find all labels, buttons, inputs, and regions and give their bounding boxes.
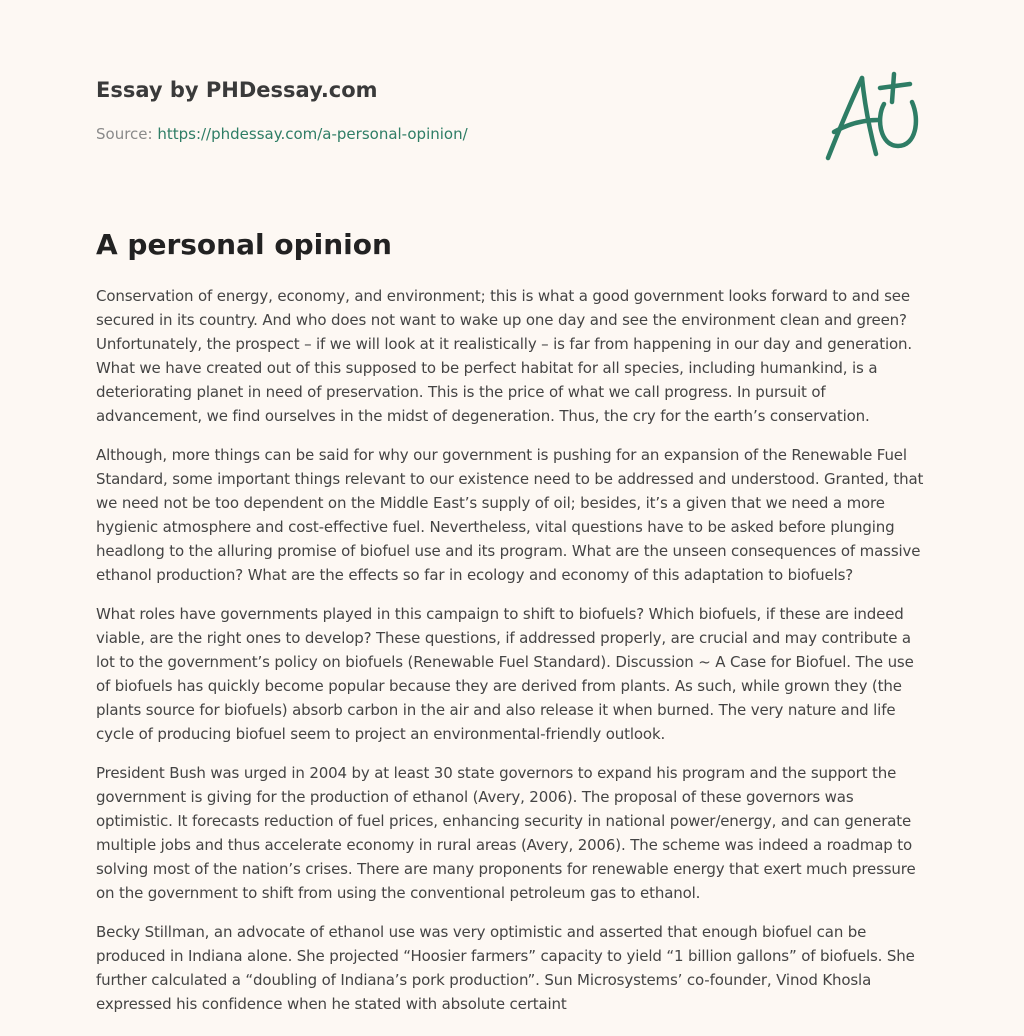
essay-header: [96, 76, 796, 144]
essay-body: [96, 284, 928, 1031]
essay-paragraph: President Bush was urged in 2004 by at least 30 state governors to expand his program and the support the government is giving for the production of ethanol (Avery, 2006). The proposal of these governors was optimistic. It forecasts reduction of fuel prices, enhancing security in national power/energy, and can generate multiple jobs and thus accelerate economy in rural areas (Avery, 2006). The scheme was indeed a roadmap to solving most of the nation’s crises. There are many proponents for renewable energy that exert much pressure on the government to shift from using the conventional petroleum gas to ethanol.: [96, 764, 916, 902]
source-line: [96, 124, 796, 144]
page-title: A personal opinion: [96, 228, 392, 261]
essay-paragraph: Conservation of energy, economy, and environment; this is what a good government looks forward to and see secured in its country. And who does not want to wake up one day and see the environment clean and green? Unfortunately, the prospect – if we will look at it realistically – is far from happening in our day and generation. What we have created out of this supposed to be perfect habitat for all species, including humankind, is a deteriorating planet in need of preservation. This is the price of what we call progress. In pursuit of advancement, we find ourselves in the midst of degeneration. Thus, the cry for the earth’s conservation.: [96, 287, 912, 425]
essay-paragraph: Although, more things can be said for why our government is pushing for an expansion of the Renewable Fuel Standard, some important things relevant to our existence need to be addressed and understood. Granted, that we need not be too dependent on the Middle East’s supply of oil; besides, it’s a given that we need a more hygienic atmosphere and cost-effective fuel. Nevertheless, vital questions have to be asked before plunging headlong to the alluring promise of biofuel use and its program. What are the unseen consequences of massive ethanol production? What are the effects so far in ecology and economy of this adaptation to biofuels?: [96, 446, 924, 584]
source-label: Source:: [96, 125, 158, 143]
site-brand: Essay by PHDessay.com: [96, 78, 378, 102]
source-link[interactable]: https://phdessay.com/a-personal-opinion/: [157, 125, 468, 143]
a-plus-logo-icon: [822, 68, 926, 164]
essay-paragraph: Becky Stillman, an advocate of ethanol use was very optimistic and asserted that enough biofuel can be produced in Indiana alone. She projected “Hoosier farmers” capacity to yield “1 billion gallons” of biofuels. She further calculated a “doubling of Indiana’s pork production”. Sun Microsystems’ co-founder, Vinod Khosla expressed his confidence when he stated with absolute certaint: [96, 923, 915, 1013]
essay-paragraph: What roles have governments played in this campaign to shift to biofuels? Which biofuels, if these are indeed viable, are the right ones to develop? These questions, if addressed properly, are crucial and may contribute a lot to the government’s policy on biofuels (Renewable Fuel Standard). Discussion ~ A Case for Biofuel. The use of biofuels has quickly become popular because they are derived from plants. As such, while grown they (the plants source for biofuels) absorb carbon in the air and also release it when burned. The very nature and life cycle of producing biofuel seem to project an environmental-friendly outlook.: [96, 605, 914, 743]
